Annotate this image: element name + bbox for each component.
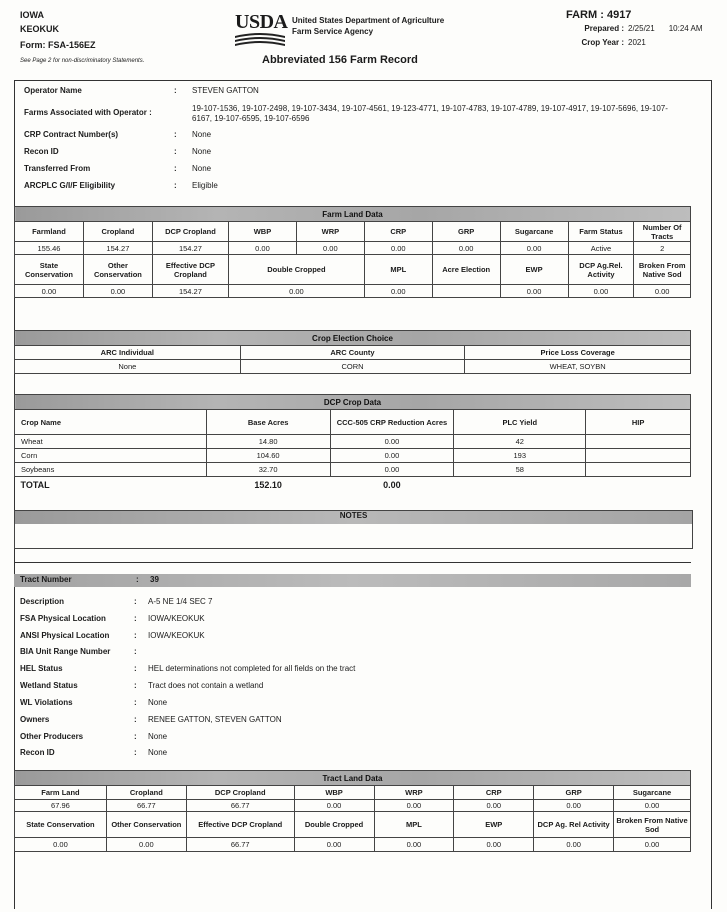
info-associated-farms bbox=[24, 104, 668, 123]
cell: 0.00 bbox=[15, 285, 84, 298]
cell: 154.27 bbox=[152, 285, 228, 298]
cell: Corn bbox=[15, 449, 207, 463]
col-header: Acre Election bbox=[432, 255, 500, 285]
col-header: PLC Yield bbox=[454, 410, 586, 435]
tract-number-value: 39 bbox=[150, 575, 159, 584]
col-header: DCP Ag.Rel. Activity bbox=[568, 255, 634, 285]
cell: 0.00 bbox=[15, 838, 107, 852]
crop-year-label: Crop Year : bbox=[581, 38, 624, 47]
cell: 0.00 bbox=[534, 838, 614, 852]
cell: 0.00 bbox=[500, 285, 568, 298]
info-value: IOWA/KEOKUK bbox=[148, 631, 205, 640]
info-colon: : bbox=[134, 681, 137, 690]
info-colon: : bbox=[174, 130, 177, 139]
col-header: Broken From Native Sod bbox=[634, 255, 691, 285]
info-label: Transferred From bbox=[24, 164, 91, 173]
cell: 66.77 bbox=[106, 800, 186, 812]
col-header: HIP bbox=[586, 410, 691, 435]
prepared-label: Prepared : bbox=[584, 24, 624, 33]
info-value: HEL determinations not completed for all fields on the tract bbox=[148, 664, 356, 673]
info-colon: : bbox=[174, 164, 177, 173]
info-label: Recon ID bbox=[20, 748, 55, 757]
info-label: Owners bbox=[20, 715, 50, 724]
cell: 0.00 bbox=[229, 285, 365, 298]
tract-owners bbox=[20, 715, 282, 724]
cell: 67.96 bbox=[15, 800, 107, 812]
cell: 104.60 bbox=[206, 449, 330, 463]
cell: 0.00 bbox=[614, 838, 691, 852]
col-header: Crop Name bbox=[15, 410, 207, 435]
col-header: EWP bbox=[500, 255, 568, 285]
col-header: Cropland bbox=[83, 222, 152, 242]
col-header: Effective DCP Cropland bbox=[186, 812, 294, 838]
agency-line-2: Farm Service Agency bbox=[292, 27, 374, 36]
cell: Wheat bbox=[15, 435, 207, 449]
crop-election-table bbox=[14, 330, 691, 374]
info-colon: : bbox=[134, 614, 137, 623]
info-label: Description bbox=[20, 597, 65, 606]
cell: 0.00 bbox=[374, 838, 454, 852]
info-value: RENEE GATTON, STEVEN GATTON bbox=[148, 715, 282, 724]
cell: WHEAT, SOYBN bbox=[465, 360, 691, 374]
info-colon: : bbox=[134, 732, 137, 741]
cell: 2 bbox=[634, 242, 691, 255]
total-base-acres: 152.10 bbox=[254, 479, 282, 490]
cell: 154.27 bbox=[152, 242, 228, 255]
col-header: Other Conservation bbox=[83, 255, 152, 285]
col-header: DCP Cropland bbox=[186, 786, 294, 800]
col-header: WRP bbox=[374, 786, 454, 800]
info-value: STEVEN GATTON bbox=[192, 86, 259, 95]
cell bbox=[586, 435, 691, 449]
total-reduction-acres: 0.00 bbox=[383, 479, 401, 490]
tract-recon-id bbox=[20, 748, 168, 757]
info-label: Wetland Status bbox=[20, 681, 78, 690]
info-label: FSA Physical Location bbox=[20, 614, 106, 623]
tract-fsa-location bbox=[20, 614, 205, 623]
cell: 14.80 bbox=[206, 435, 330, 449]
crop-year: 2021 bbox=[628, 38, 646, 47]
col-header: Sugarcane bbox=[500, 222, 568, 242]
col-header: CCC-505 CRP Reduction Acres bbox=[330, 410, 454, 435]
col-header: Double Cropped bbox=[294, 812, 374, 838]
col-header: WBP bbox=[229, 222, 297, 242]
cell: 0.00 bbox=[296, 242, 364, 255]
cell: Soybeans bbox=[15, 463, 207, 477]
cell: 66.77 bbox=[186, 838, 294, 852]
document-title: Abbreviated 156 Farm Record bbox=[262, 54, 418, 66]
tract-wl-violations bbox=[20, 698, 168, 707]
table-row bbox=[15, 435, 691, 449]
cell: 0.00 bbox=[500, 242, 568, 255]
cell: 0.00 bbox=[294, 838, 374, 852]
usda-logo bbox=[235, 11, 288, 50]
tract-description bbox=[20, 597, 213, 606]
cell: 0.00 bbox=[364, 242, 432, 255]
prepared-time: 10:24 AM bbox=[668, 24, 703, 33]
col-header: CRP bbox=[364, 222, 432, 242]
cell: 0.00 bbox=[634, 285, 691, 298]
statements-note: See Page 2 for non-discriminatory Statements. bbox=[20, 58, 145, 64]
cell: 66.77 bbox=[186, 800, 294, 812]
section-divider bbox=[14, 562, 691, 563]
info-operator bbox=[24, 86, 259, 95]
info-value: Eligible bbox=[192, 181, 218, 190]
info-value: None bbox=[148, 748, 168, 757]
cell: Active bbox=[568, 242, 634, 255]
col-header: GRP bbox=[432, 222, 500, 242]
info-value: None bbox=[192, 164, 212, 173]
col-header: Sugarcane bbox=[614, 786, 691, 800]
info-crp-contract bbox=[24, 130, 212, 139]
cell: 0.00 bbox=[106, 838, 186, 852]
farm-land-title: Farm Land Data bbox=[15, 207, 691, 222]
tract-other-producers bbox=[20, 732, 168, 741]
info-colon: : bbox=[174, 181, 177, 190]
info-label: ARCPLC G/I/F Eligibility bbox=[24, 181, 116, 190]
info-transferred-from bbox=[24, 164, 212, 173]
cell: CORN bbox=[240, 360, 465, 374]
notes-title: NOTES bbox=[15, 511, 692, 524]
cell: 0.00 bbox=[534, 800, 614, 812]
info-value: Tract does not contain a wetland bbox=[148, 681, 264, 690]
crop-election-title: Crop Election Choice bbox=[15, 331, 691, 346]
col-header: MPL bbox=[364, 255, 432, 285]
col-header: Double Cropped bbox=[229, 255, 365, 285]
cell: 0.00 bbox=[374, 800, 454, 812]
col-header: Price Loss Coverage bbox=[465, 346, 691, 360]
tract-number-colon: : bbox=[136, 575, 139, 584]
total-label: TOTAL bbox=[20, 479, 50, 490]
info-colon: : bbox=[134, 647, 137, 656]
col-header: Cropland bbox=[106, 786, 186, 800]
info-label: Operator Name bbox=[24, 86, 82, 95]
cell bbox=[586, 449, 691, 463]
col-header: State Conservation bbox=[15, 255, 84, 285]
col-header: Base Acres bbox=[206, 410, 330, 435]
tract-wetland-status bbox=[20, 681, 264, 690]
cell: 0.00 bbox=[568, 285, 634, 298]
dcp-crop-table bbox=[14, 394, 691, 493]
cell: 0.00 bbox=[614, 800, 691, 812]
info-colon: : bbox=[174, 86, 177, 95]
tract-number-label: Tract Number bbox=[20, 575, 72, 584]
farm-label: FARM : bbox=[566, 9, 604, 21]
table-row bbox=[15, 449, 691, 463]
info-label: HEL Status bbox=[20, 664, 63, 673]
info-colon: : bbox=[174, 147, 177, 156]
cell: 58 bbox=[454, 463, 586, 477]
agency-line-1: United States Department of Agriculture bbox=[292, 16, 445, 25]
cell bbox=[432, 285, 500, 298]
cell: 0.00 bbox=[330, 449, 454, 463]
col-header: Farm Land bbox=[15, 786, 107, 800]
info-value: None bbox=[148, 732, 168, 741]
info-label: ANSI Physical Location bbox=[20, 631, 110, 640]
cell: 0.00 bbox=[83, 285, 152, 298]
farm-land-table bbox=[14, 206, 691, 298]
form-number: Form: FSA-156EZ bbox=[20, 40, 96, 50]
info-value: IOWA/KEOKUK bbox=[148, 614, 205, 623]
usda-hills-icon bbox=[235, 32, 285, 48]
col-header: DCP Ag. Rel Activity bbox=[534, 812, 614, 838]
info-value: None bbox=[148, 698, 168, 707]
info-eligibility bbox=[24, 181, 218, 190]
cell: 0.00 bbox=[229, 242, 297, 255]
col-header: Broken From Native Sod bbox=[614, 812, 691, 838]
cell: 155.46 bbox=[15, 242, 84, 255]
col-header: Other Conservation bbox=[106, 812, 186, 838]
notes-box bbox=[14, 510, 693, 549]
info-label: WL Violations bbox=[20, 698, 73, 707]
dcp-crop-title: DCP Crop Data bbox=[15, 395, 691, 410]
info-recon-id bbox=[24, 147, 212, 156]
header-right bbox=[556, 8, 703, 50]
tract-ansi-location bbox=[20, 631, 205, 640]
col-header: WRP bbox=[296, 222, 364, 242]
col-header: MPL bbox=[374, 812, 454, 838]
tract-number-band bbox=[14, 574, 691, 587]
info-colon: : bbox=[134, 715, 137, 724]
cell: 0.00 bbox=[432, 242, 500, 255]
col-header: EWP bbox=[454, 812, 534, 838]
col-header: WBP bbox=[294, 786, 374, 800]
info-label: BIA Unit Range Number bbox=[20, 647, 111, 656]
col-header: Farm Status bbox=[568, 222, 634, 242]
cell: 0.00 bbox=[330, 435, 454, 449]
col-header: ARC Individual bbox=[15, 346, 241, 360]
col-header: GRP bbox=[534, 786, 614, 800]
tract-hel-status bbox=[20, 664, 356, 673]
col-header: CRP bbox=[454, 786, 534, 800]
info-colon: : bbox=[134, 748, 137, 757]
info-colon: : bbox=[134, 664, 137, 673]
col-header: Effective DCP Cropland bbox=[152, 255, 228, 285]
county-name: KEOKUK bbox=[20, 24, 60, 34]
col-header: Number Of Tracts bbox=[634, 222, 691, 242]
info-value: 19-107-1536, 19-107-2498, 19-107-3434, 19-107-4561, 19-123-4771, 19-107-4783, 19-107-4789, 19-107-4917, 19-107-5696, 19-107-6167, 19-107-6595, 19-107-6596 bbox=[192, 104, 668, 123]
cell: 0.00 bbox=[454, 838, 534, 852]
cell: 32.70 bbox=[206, 463, 330, 477]
info-colon: : bbox=[134, 631, 137, 640]
info-value: A-5 NE 1/4 SEC 7 bbox=[148, 597, 213, 606]
info-label: Farms Associated with Operator : bbox=[24, 108, 152, 117]
col-header: DCP Cropland bbox=[152, 222, 228, 242]
cell: 193 bbox=[454, 449, 586, 463]
prepared-date: 2/25/21 bbox=[628, 24, 655, 33]
info-label: Other Producers bbox=[20, 732, 84, 741]
cell: 0.00 bbox=[294, 800, 374, 812]
total-row bbox=[15, 477, 691, 493]
header-left bbox=[20, 8, 144, 68]
farm-number: 4917 bbox=[606, 9, 632, 21]
info-label: Recon ID bbox=[24, 147, 59, 156]
col-header: Farmland bbox=[15, 222, 84, 242]
cell: 154.27 bbox=[83, 242, 152, 255]
info-value: None bbox=[192, 130, 212, 139]
info-colon: : bbox=[134, 597, 137, 606]
table-row bbox=[15, 463, 691, 477]
cell: 0.00 bbox=[454, 800, 534, 812]
cell bbox=[586, 463, 691, 477]
col-header: State Conservation bbox=[15, 812, 107, 838]
usda-logo-text: USDA bbox=[235, 11, 288, 33]
cell: None bbox=[15, 360, 241, 374]
info-label: CRP Contract Number(s) bbox=[24, 130, 119, 139]
tract-bia-unit bbox=[20, 647, 137, 656]
cell: 42 bbox=[454, 435, 586, 449]
state-name: IOWA bbox=[20, 10, 44, 20]
col-header: ARC County bbox=[240, 346, 465, 360]
agency-name bbox=[292, 15, 444, 37]
tract-land-table bbox=[14, 770, 691, 852]
cell: 0.00 bbox=[330, 463, 454, 477]
info-colon: : bbox=[134, 698, 137, 707]
cell: 0.00 bbox=[364, 285, 432, 298]
info-value: None bbox=[192, 147, 212, 156]
tract-land-title: Tract Land Data bbox=[15, 771, 691, 786]
